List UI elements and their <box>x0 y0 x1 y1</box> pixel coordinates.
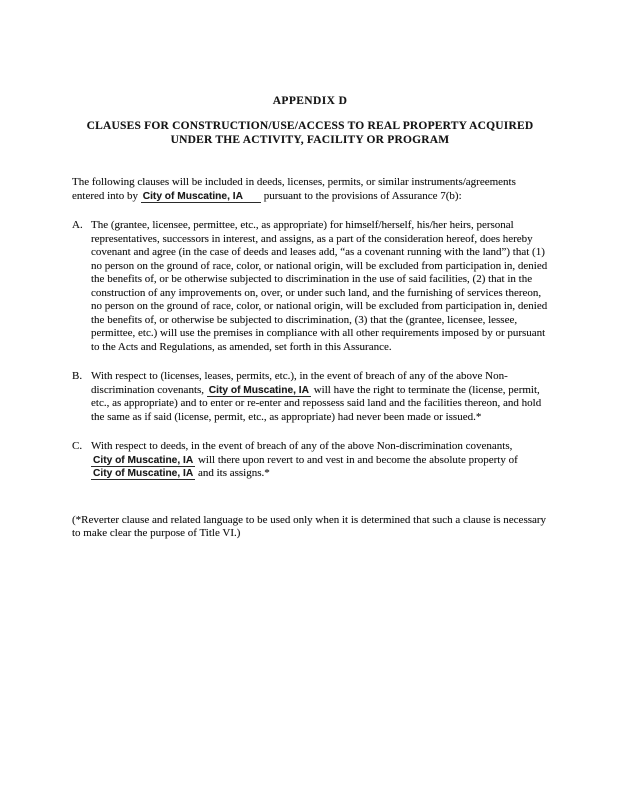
clause-c-fillin-entity-name-1: City of Muscatine, IA <box>93 454 194 466</box>
clause-b-text <box>91 370 548 424</box>
clause-b <box>72 370 548 424</box>
clause-c <box>72 440 548 481</box>
clause-b-text-before: With respect to (licenses, leases, permits, etc.), in the event of breach of any of the above Non-discrimination covenants, <box>91 370 508 396</box>
clause-b-text-after: will have the right to terminate the (license, permit, etc., as appropriate) and to enter or re-enter and repossess said land and the facilities thereon, and hold the same as if said (license, permit, etc., as appropriate) had never been made or issued.* <box>91 383 542 423</box>
clause-a-text <box>91 219 548 354</box>
clause-c-text-before: With respect to deeds, in the event of breach of any of the above Non-discrimination covenants, <box>91 440 513 452</box>
clause-c-fillin-entity-name-2: City of Muscatine, IA <box>93 468 194 479</box>
clause-b-fillin-entity-name: City of Muscatine, IA <box>208 384 309 396</box>
clause-c-text <box>91 440 548 481</box>
clause-c-label: C. <box>72 440 83 452</box>
clause-a-body: The (grantee, licensee, permittee, etc., as appropriate) for himself/herself, his/her heirs, personal representatives, successors in interest, and assigns, as a part of the consideration hereof, does hereby covenant and agree (in the case of deeds and leases add, “as a covenant running with the land”) that (1) no person on the ground of race, color, or national origin, will be excluded from participation in, denied the benefits of, or be otherwise subjected to discrimination in the use of said facilities, (2) that in the construction of any improvements on, over, or under such land, and the furnishing of services thereon, no person on the ground of race, color, or national origin, will be excluded from participation in, denied the benefits of, or otherwise be subjected to discrimination, (3) that the (grantee, licensee, lessee, permittee, etc.) will use the premises in compliance with all other requirements imposed by or pursuant to the Acts and Regulations, as amended, set forth in this Assurance. <box>91 219 548 353</box>
clause-b-label: B. <box>72 370 83 382</box>
clause-a-label: A. <box>72 219 83 231</box>
clause-c-text-middle: will there upon revert to and vest in and become the absolute property of <box>197 453 518 466</box>
clause-a <box>72 219 548 354</box>
appendix-title: APPENDIX D <box>272 95 348 107</box>
intro-fillin-entity-name: City of Muscatine, IA <box>141 191 261 203</box>
intro-text-after: pursuant to the provisions of Assurance 7(b): <box>263 189 462 202</box>
reverter-footnote: (*Reverter clause and related language to be used only when it is determined that such a clause is necessary to make clear the purpose of Title VI.) <box>72 513 547 539</box>
intro-text-before: The following clauses will be included in deeds, licenses, permits, or similar instruments/agreements entered into by <box>72 176 516 202</box>
intro-paragraph <box>72 176 548 203</box>
heading-line-1: CLAUSES FOR CONSTRUCTION/USE/ACCESS TO REAL PROPERTY ACQUIRED <box>86 120 534 132</box>
document-heading <box>72 119 548 147</box>
heading-line-2: UNDER THE ACTIVITY, FACILITY OR PROGRAM <box>170 134 450 146</box>
clause-c-text-after: and its assigns.* <box>197 467 270 479</box>
